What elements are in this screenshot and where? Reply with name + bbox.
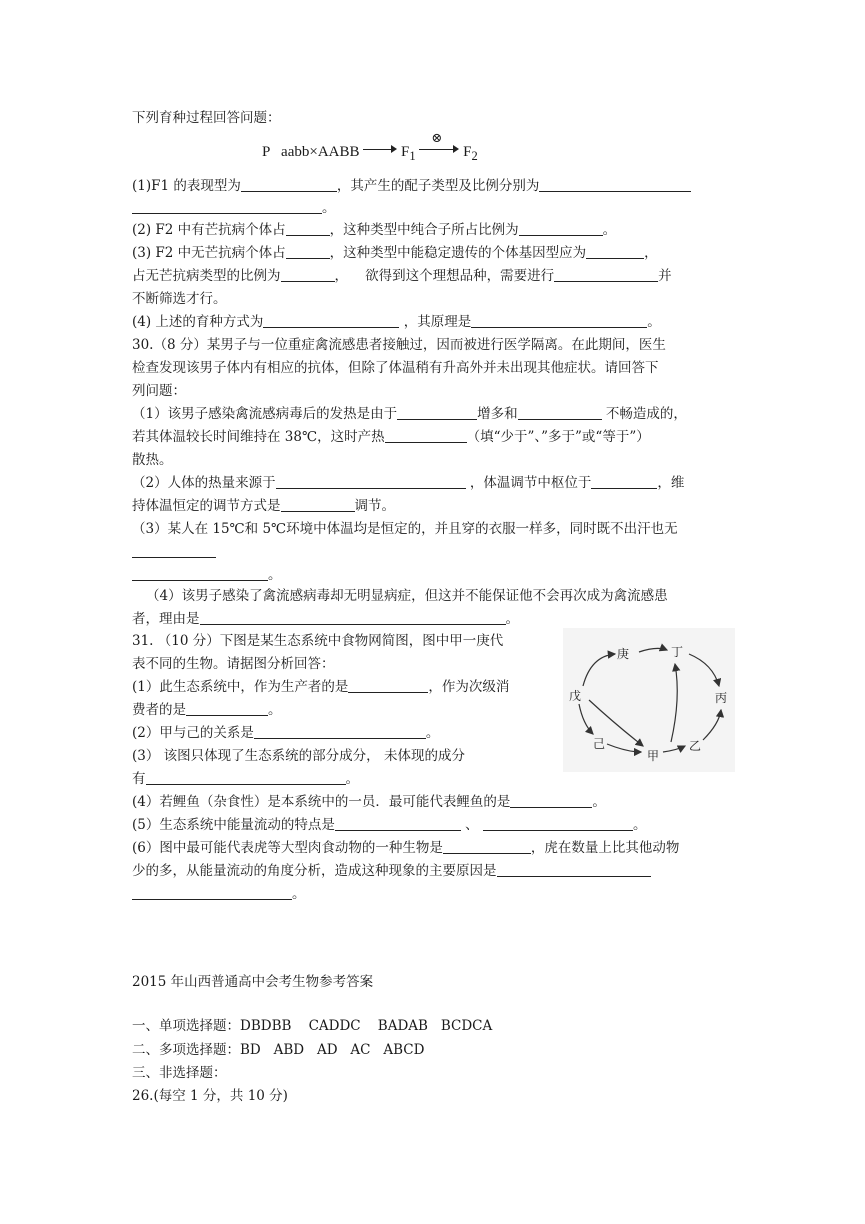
blank: [519, 221, 603, 236]
q29-line-1: (1)F1 的表现型为 ，其产生的配子类型及比例分别为: [132, 176, 691, 196]
blank: [186, 701, 268, 716]
blank: [281, 497, 355, 512]
answers-single-choice: 一、单项选择题：DBDBB CADDC BADAB BCDCA: [132, 1018, 493, 1034]
q31-line-6: (3） 该图只体现了生态系统的部分成分， 未体现的成分: [132, 748, 465, 764]
node-yi: 乙: [689, 739, 702, 753]
q31-line-3: (1）此生态系统中，作为生产者的是 ，作为次级消: [132, 679, 510, 695]
q30-line-8: 持体温恒定的调节方式是 调节。: [132, 498, 395, 514]
node-ji: 己: [593, 737, 606, 751]
q30-line-4: （1）该男子感染禽流感病毒后的发热是由于 增多和 不畅造成的，: [132, 406, 687, 422]
q31-line-9: (5）生态系统中能量流动的特点是 、 。: [132, 817, 647, 833]
node-wu: 戊: [569, 689, 582, 703]
blank: [554, 267, 658, 282]
q31-line-8: (4）若鲤鱼（杂食性）是本系统中的一员．最可能代表鲤鱼的是 。: [132, 794, 606, 810]
q30-line-7: （2）人体的热量来源于 ，体温调节中枢位于 ，维: [132, 475, 685, 491]
q31-line-5: (2）甲与己的关系是 。: [132, 725, 440, 741]
blank: [518, 405, 602, 420]
q30-line-5: 若其体温较长时间维持在 38℃，这时产热 （填“少于”、”多于”或“等于”）: [132, 429, 650, 445]
q31-line-1: 31. （10 分）下图是某生态系统中食物网简图，图中甲一庚代: [132, 633, 504, 649]
q29-line-6: 不断筛选才行。: [132, 291, 227, 307]
formula-f1: $F_1$: [401, 144, 416, 163]
q30-line-1: 30.（8 分）某男子与一位重症禽流感患者接触过，因而被进行医学隔离。在此期间，医生: [132, 337, 666, 353]
q31-line-12: 。: [132, 884, 306, 904]
answers-title: 2015 年山西普通高中会考生物参考答案: [132, 974, 374, 990]
blank: [276, 474, 466, 489]
q29-line-2: 。: [132, 198, 336, 218]
q30-line-10: [132, 542, 216, 562]
formula-cross: aabb×AABB: [281, 144, 360, 160]
blank: [397, 405, 477, 420]
blank: [200, 610, 506, 625]
intro-text: 下列育种过程回答问题：: [132, 110, 281, 126]
blank: [146, 770, 346, 785]
blank: [241, 177, 337, 192]
q31-line-10: (6）图中最可能代表虎等大型肉食动物的一种生物是 ，虎在数量上比其他动物: [132, 840, 680, 856]
q30-line-9: （3）某人在 15℃和 5℃环境中体温均是恒定的，并且穿的衣服一样多，同时既不出汗也无: [132, 521, 678, 537]
answers-non-choice-heading: 三、非选择题：: [132, 1065, 227, 1081]
q30-line-2: 检查发现该男子体内有相应的抗体，但除了体温稍有升高外并未出现其他症状。请回答下: [132, 360, 659, 376]
blank: [471, 313, 647, 328]
blank: [132, 543, 216, 558]
blank: [286, 221, 330, 236]
q29-line-4: (3) F2 中无芒抗病个体占 ，这种类型中能稳定遗传的个体基因型应为 ，: [132, 245, 658, 261]
blank: [497, 862, 651, 877]
blank: [591, 474, 657, 489]
answers-q26-heading: 26.(每空 1 分，共 10 分): [132, 1088, 288, 1104]
blank: [132, 566, 268, 581]
arrow-icon: [363, 144, 397, 154]
formula-f2: $F_2$: [463, 144, 478, 163]
answers-multiple-choice: 二、多项选择题：BD ABD AD AC ABCD: [132, 1042, 425, 1058]
q29-line-7: (4) 上述的育种方式为 ，其原理是 。: [132, 314, 661, 330]
q30-line-3: 列问题：: [132, 383, 186, 399]
q30-line-12: （4）该男子感染了禽流感病毒却无明显病症，但这并不能保证他不会再次成为禽流感患: [146, 588, 668, 604]
blank: [132, 885, 292, 900]
food-web-diagram: [563, 628, 735, 772]
q30-line-13: 者，理由是 。: [132, 611, 519, 627]
blank: [286, 244, 330, 259]
q31-line-2: 表不同的生物。请据图分析回答：: [132, 656, 335, 672]
blank: [254, 724, 426, 739]
blank: [132, 199, 322, 214]
formula-p: P: [262, 144, 270, 160]
blank: [539, 177, 691, 192]
blank: [335, 816, 461, 831]
blank: [348, 678, 428, 693]
q29-line-3: (2) F2 中有芒抗病个体占 ，这种类型中纯合子所占比例为 。: [132, 222, 617, 238]
q31-line-4: 费者的是 。: [132, 702, 282, 718]
node-jia: 甲: [647, 749, 660, 763]
blank: [586, 244, 644, 259]
self-cross-arrow-icon: ⊗: [419, 144, 459, 154]
blank: [510, 793, 592, 808]
node-bing: 丙: [715, 691, 728, 705]
blank: [281, 267, 335, 282]
blank: [443, 839, 531, 854]
q31-line-11: 少的多，从能量流动的角度分析，造成这种现象的主要原因是: [132, 861, 651, 881]
blank: [385, 428, 467, 443]
blank: [483, 816, 633, 831]
q30-line-11: 。: [132, 565, 282, 585]
blank: [263, 313, 399, 328]
breeding-formula: [262, 130, 478, 164]
q29-line-5: 占无芒抗病类型的比例为 ， 欲得到这个理想品种，需要进行 并: [132, 268, 672, 284]
q30-line-6: 散热。: [132, 452, 173, 468]
node-geng: 庚: [617, 647, 630, 661]
node-ding: 丁: [671, 645, 684, 659]
q31-line-7: 有 。: [132, 771, 359, 787]
